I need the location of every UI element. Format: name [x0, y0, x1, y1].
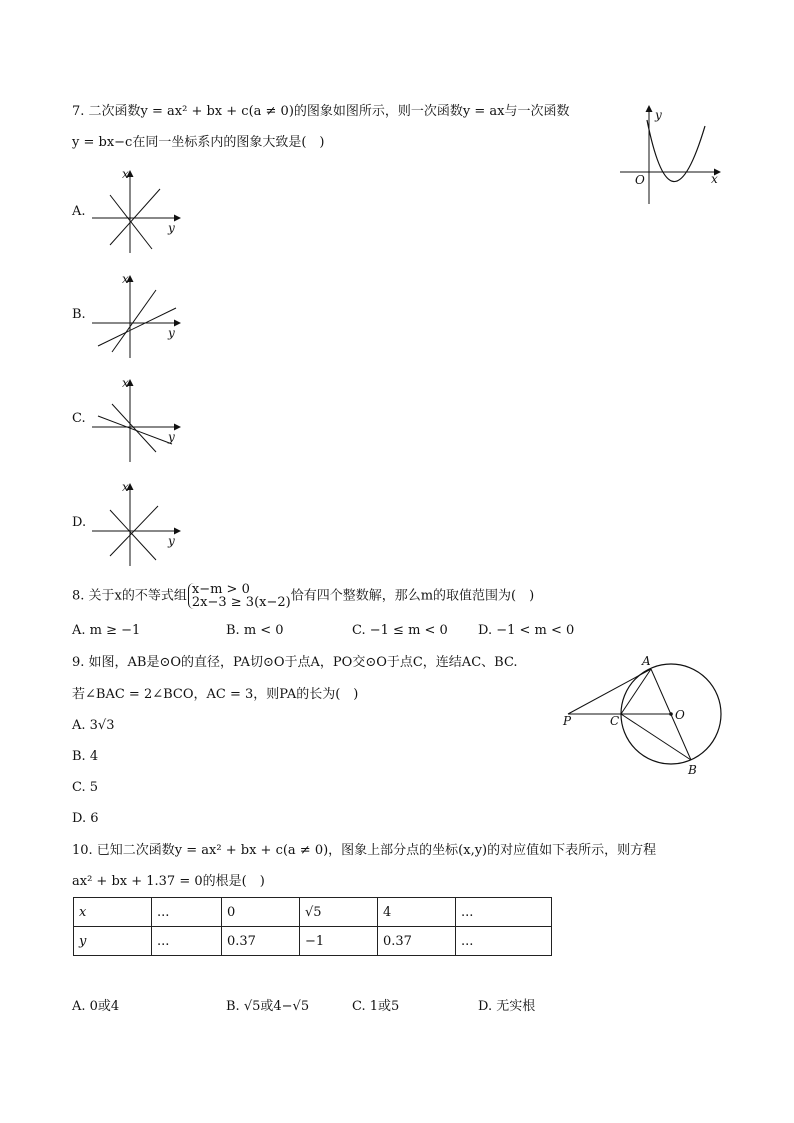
table-row	[74, 898, 552, 927]
q7-fig-y-label: y	[655, 108, 662, 122]
table-row	[74, 927, 552, 956]
q7-c-x-label: x	[122, 376, 129, 390]
q9-label-o: O	[675, 708, 685, 722]
table-cell: −1	[300, 927, 378, 956]
q9-stem-line2: 若∠BAC = 2∠BCO，AC = 3，则PA的长为( )	[72, 687, 359, 702]
q7-d-y-label: y	[168, 534, 175, 548]
q7-b-x-label: x	[122, 272, 129, 286]
q10-value-table	[73, 897, 552, 956]
q9-label-a: A	[642, 654, 651, 668]
q10-option-a: A. 0或4	[72, 999, 120, 1014]
q9-option-a: A. 3√3	[72, 718, 115, 733]
table-cell: ...	[152, 927, 222, 956]
q7-b-y-label: y	[168, 326, 175, 340]
q8-suffix: 恰有四个整数解，那么m的取值范围为( )	[290, 588, 535, 604]
q7-option-d-graph	[90, 478, 185, 572]
q8-option-c: C. −1 ≤ m < 0	[352, 623, 448, 638]
q9-label-p: P	[563, 714, 572, 728]
q9-circle-figure	[558, 650, 728, 784]
q7-option-c-graph	[90, 374, 185, 468]
q7-a-y-label: y	[168, 221, 175, 235]
q8-stem	[72, 583, 534, 610]
q7-option-b-label: B.	[72, 307, 86, 322]
q9-label-b: B	[688, 763, 697, 777]
q7-c-y-label: y	[168, 430, 175, 444]
q7-option-c-label: C.	[72, 411, 86, 426]
table-cell: x	[74, 898, 152, 927]
table-cell: ...	[152, 898, 222, 927]
q7-option-b-graph	[90, 270, 185, 364]
q7-fig-origin-label: O	[635, 173, 645, 187]
q9-option-d: D. 6	[72, 811, 99, 826]
q9-option-c: C. 5	[72, 780, 99, 795]
q7-fig-x-label: x	[711, 172, 718, 186]
table-cell: ...	[456, 927, 552, 956]
q7-stem-line2: y = bx−c在同一坐标系内的图象大致是( )	[72, 135, 325, 150]
q8-option-b: B. m < 0	[226, 623, 284, 638]
q7-parabola-figure	[615, 100, 725, 214]
table-cell: 0	[222, 898, 300, 927]
q8-option-a: A. m ≥ −1	[72, 623, 141, 638]
q10-stem-line2: ax² + bx + 1.37 = 0的根是( )	[72, 874, 265, 889]
q9-stem-line1: 9. 如图，AB是⊙O的直径，PA切⊙O于点A，PO交⊙O于点C，连结AC、BC.	[72, 655, 518, 670]
table-cell: ...	[456, 898, 552, 927]
table-cell: 4	[378, 898, 456, 927]
q10-stem-line1: 10. 已知二次函数y = ax² + bx + c(a ≠ 0)，图象上部分点的坐标(x,y)的对应值如下表所示，则方程	[72, 843, 657, 858]
q7-stem-line1: 7. 二次函数y = ax² + bx + c(a ≠ 0)的图象如图所示，则一次函数y = ax与一次函数	[72, 104, 570, 119]
q8-prefix: 8. 关于x的不等式组	[72, 588, 187, 604]
q7-option-d-label: D.	[72, 515, 87, 530]
q7-a-x-label: x	[122, 167, 129, 181]
q10-option-b: B. √5或4−√5	[226, 999, 310, 1014]
q7-option-a-graph	[90, 165, 185, 259]
q8-option-d: D. −1 < m < 0	[478, 623, 575, 638]
table-cell: 0.37	[378, 927, 456, 956]
q8-ineq2: 2x−3 ≥ 3(x−2)	[191, 595, 291, 610]
q9-label-c: C	[610, 714, 620, 728]
table-cell: 0.37	[222, 927, 300, 956]
q7-d-x-label: x	[122, 480, 129, 494]
q8-ineq1: x−m > 0	[191, 582, 250, 597]
q9-option-b: B. 4	[72, 749, 99, 764]
q8-inequality-system	[188, 583, 291, 609]
table-cell: √5	[300, 898, 378, 927]
q7-option-a-label: A.	[72, 204, 86, 219]
q10-option-d: D. 无实根	[478, 999, 536, 1014]
q10-option-c: C. 1或5	[352, 999, 400, 1014]
table-cell: y	[74, 927, 152, 956]
